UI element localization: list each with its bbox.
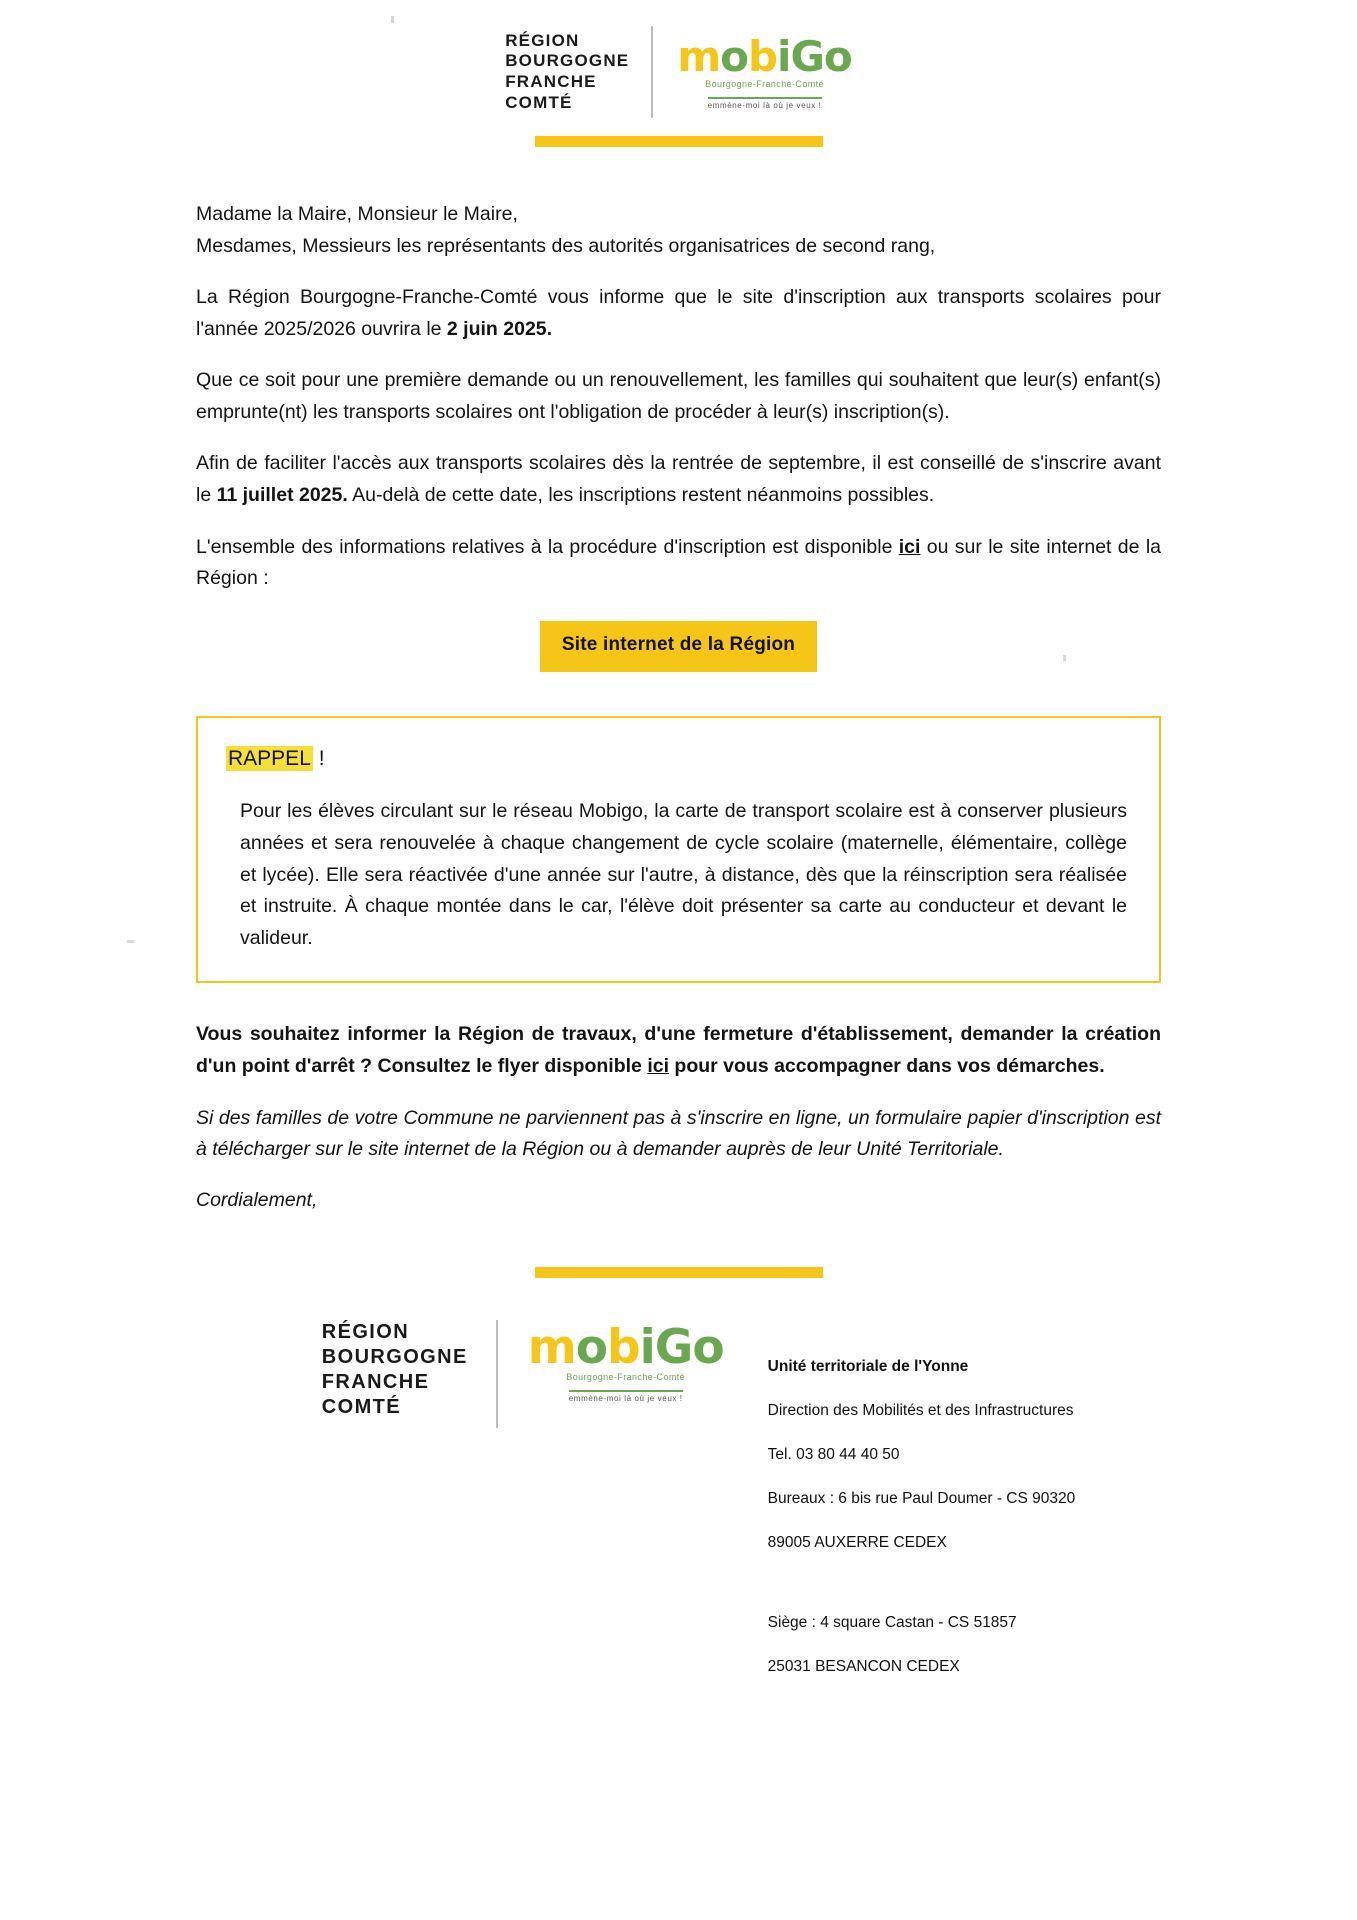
- deadline-date: 11 juillet 2025.: [216, 484, 348, 507]
- paragraph-info-link: [196, 532, 1161, 595]
- paragraph-1-text: La Région Bourgogne-Franche-Comté vous informe que le site d'inscription aux transports scolaires pour l'année 2025/2026 ouvrira le: [196, 286, 1161, 340]
- ici-link-flyer[interactable]: ici: [647, 1054, 669, 1077]
- cta-container: [196, 621, 1161, 672]
- mobigo-letter-o: o: [720, 31, 748, 81]
- works-notice-suffix: pour vous accompagner dans vos démarches.: [669, 1054, 1105, 1077]
- paragraph-paper-form: Si des familles de votre Commune ne parviennent pas à s'inscrire en ligne, un formulaire papier d'inscription est à télécharger sur le site internet de la Région ou à demander auprès de leur Unité Territoriale.: [196, 1106, 1161, 1160]
- mobigo-wordmark: [677, 31, 852, 81]
- footer: [0, 1320, 1357, 1700]
- footer-region-logo-line-2: BOURGOGNE: [321, 1345, 468, 1368]
- address-line-direction: Direction des Mobilités et des Infrastructures: [767, 1401, 1074, 1419]
- address-spacer: [768, 1576, 1076, 1590]
- address-line-siege-city: 25031 BESANCON CEDEX: [767, 1657, 960, 1675]
- address-title: Unité territoriale de l'Yonne: [767, 1357, 969, 1375]
- rappel-callout: [196, 716, 1161, 984]
- region-logo-line-1: RÉGION: [505, 30, 580, 50]
- region-logo-line-2: BOURGOGNE: [505, 51, 630, 71]
- footer-logo-divider: [496, 1320, 498, 1428]
- footer-region-logo-line-3: FRANCHE: [321, 1370, 430, 1393]
- footer-mobigo-wordmark: [527, 1319, 724, 1375]
- footer-mobigo-tagline: emmène-moi là où je veux !: [569, 1390, 683, 1403]
- mobigo-letters-go: Go: [790, 31, 852, 81]
- header-logo-group: [505, 26, 852, 118]
- closing-line: Cordialement,: [196, 1188, 318, 1211]
- paragraph-3-text: Afin de faciliter l'accès aux transports scolaires dès la rentrée de septembre, il est conseillé de s'inscrire avant le: [196, 452, 1161, 507]
- paragraph-4-suffix: ou sur le site internet de la Région :: [196, 535, 1161, 590]
- footer-accent-bar: [535, 1267, 823, 1278]
- footer-mobigo-logo: [528, 1320, 724, 1406]
- rappel-text: Pour les élèves circulant sur le réseau Mobigo, la carte de transport scolaire est à conserver plusieurs années et sera renouvelée à chaque changement de cycle scolaire (maternelle, élémentaire, collège et lycée). Elle sera réactivée d'une année sur l'autre, à distance, dès que la réinscription sera réalisée et instruite. À chaque montée dans le car, l'élève doit présenter sa carte au conducteur et devant le valideur.: [240, 799, 1127, 950]
- mobigo-tagline: emmène-moi là où je veux !: [708, 97, 822, 110]
- region-website-button[interactable]: Site internet de la Région: [540, 621, 817, 672]
- mobigo-subtitle: Bourgogne-Franche-Comté: [705, 78, 824, 89]
- salutation-line-2: Mesdames, Messieurs les représentants des autorités organisatrices de second rang,: [196, 234, 936, 257]
- region-logo-line-4: COMTÉ: [505, 92, 573, 112]
- scan-artifact: [391, 16, 394, 23]
- works-notice-text: Vous souhaitez informer la Région de travaux, d'une fermeture d'établissement, demander la création d'un point d'arrêt ? Consultez le flyer disponible: [196, 1023, 1161, 1077]
- paragraph-3-suffix: Au-delà de cette date, les inscriptions restent néanmoins possibles.: [347, 484, 935, 507]
- mobigo-letter-i: i: [777, 31, 791, 81]
- scan-artifact: [127, 940, 134, 943]
- opening-date: 2 juin 2025.: [446, 317, 553, 340]
- paragraph-works-notice: [196, 1019, 1161, 1082]
- footer-mobigo-letters-go: Go: [654, 1319, 724, 1375]
- logo-divider: [651, 26, 653, 118]
- footer-region-logo: [322, 1320, 496, 1420]
- paragraph-opening-date: [196, 282, 1161, 345]
- rappel-title-highlight: RAPPEL: [228, 746, 311, 770]
- region-logo: [505, 31, 651, 114]
- footer-mobigo-letter-i: i: [639, 1319, 655, 1375]
- footer-mobigo-letter-o: o: [575, 1319, 607, 1375]
- paragraph-obligation: Que ce soit pour une première demande ou un renouvellement, les familles qui souhaitent que leur(s) enfant(s) emprunte(nt) les transports scolaires ont l'obligation de procéder à leur(s) inscription(s).: [196, 369, 1161, 423]
- address-line-office: Bureaux : 6 bis rue Paul Doumer - CS 90320: [767, 1489, 1076, 1507]
- letter-body: [196, 147, 1161, 1217]
- mobigo-logo: [677, 32, 851, 113]
- region-logo-line-3: FRANCHE: [505, 72, 597, 91]
- address-line-phone: Tel. 03 80 44 40 50: [767, 1445, 900, 1463]
- header-accent-bar: [535, 136, 823, 147]
- address-line-siege: Siège : 4 square Castan - CS 51857: [767, 1613, 1017, 1631]
- rappel-title-suffix: !: [312, 746, 325, 770]
- footer-mobigo-subtitle: Bourgogne-Franche-Comté: [566, 1371, 686, 1382]
- address-line-city: 89005 AUXERRE CEDEX: [767, 1533, 947, 1551]
- letterhead: [0, 0, 1357, 118]
- footer-region-logo-line-4: COMTÉ: [321, 1395, 401, 1418]
- paragraph-deadline: [196, 448, 1161, 511]
- paragraph-4-text: L'ensemble des informations relatives à la procédure d'inscription est disponible: [196, 535, 899, 558]
- salutation: [196, 199, 1161, 262]
- mobigo-letter-m: m: [677, 31, 721, 81]
- footer-address-block: [768, 1320, 1076, 1700]
- rappel-title: [226, 742, 1131, 776]
- footer-region-logo-line-1: RÉGION: [321, 1320, 410, 1343]
- footer-mobigo-letter-m: m: [527, 1319, 576, 1375]
- mobigo-letter-b: b: [747, 31, 778, 81]
- salutation-line-1: Madame la Maire, Monsieur le Maire,: [196, 203, 518, 225]
- scan-artifact: [1063, 655, 1066, 661]
- ici-link-procedure[interactable]: ici: [898, 535, 921, 558]
- footer-mobigo-letter-b: b: [607, 1319, 640, 1375]
